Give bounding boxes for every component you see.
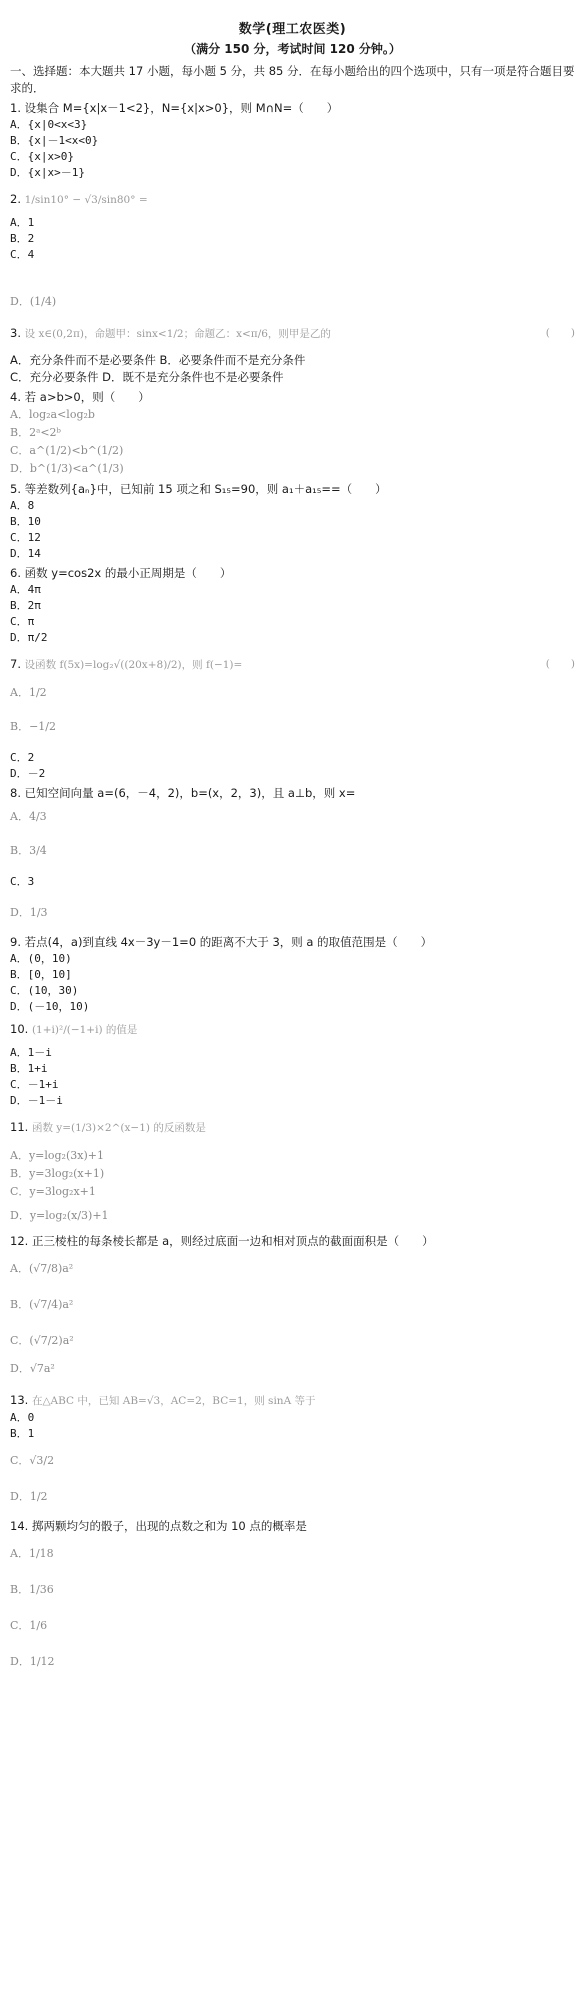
page-title: 数学(理工农医类) xyxy=(238,22,347,37)
question-8 xyxy=(10,785,575,922)
option-d: D．(1/4) xyxy=(10,295,57,308)
option-d: D．b^(1/3)<a^(1/3) xyxy=(10,462,124,475)
question-6 xyxy=(10,565,575,646)
option-b: B．1 xyxy=(10,1427,35,1440)
option-a: A．1－i xyxy=(10,1046,52,1059)
question-number: 7. xyxy=(10,657,21,671)
option-a: A．(0，10) xyxy=(10,952,72,965)
option-c: C．(10，30) xyxy=(10,984,79,997)
option-a: A．0 xyxy=(10,1411,35,1424)
option-b: B．10 xyxy=(10,515,41,528)
option-a: A．1 xyxy=(10,216,35,229)
page-subtitle: （满分 150 分，考试时间 120 分钟。） xyxy=(184,42,401,56)
question-number: 10. xyxy=(10,1022,29,1036)
question-number: 3. xyxy=(10,326,21,340)
option-c: C．12 xyxy=(10,531,41,544)
option-b: B．{x|－1<x<0} xyxy=(10,134,99,147)
option-c: C．1/6 xyxy=(10,1619,48,1632)
question-stem xyxy=(10,325,575,343)
question-formula: 设 x∈(0,2π)，命题甲：sinx<1/2；命题乙：x<π/6，则甲是乙的 xyxy=(24,328,331,340)
answer-paren: ( ) xyxy=(545,658,575,670)
option-d: D．1/12 xyxy=(10,1655,55,1668)
question-9 xyxy=(10,934,575,1015)
answer-paren: ( ) xyxy=(545,327,575,339)
question-stem: 14. 掷两颗均匀的骰子，出现的点数之和为 10 点的概率是 xyxy=(10,1519,307,1533)
option-a: A．8 xyxy=(10,499,35,512)
option-b: B．1/36 xyxy=(10,1583,54,1596)
option-b: B．2ᵃ<2ᵇ xyxy=(10,426,61,439)
option-d: D．14 xyxy=(10,547,41,560)
section-intro: 一、选择题：本大题共 17 小题，每小题 5 分，共 85 分．在每小题给出的四个选项中，只有一项是符合题目要求的． xyxy=(10,64,575,95)
question-stem: 8. 已知空间向量 a=(6，－4，2)，b=(x，2，3)，且 a⊥b，则 x= xyxy=(10,786,356,800)
question-number: 2. xyxy=(10,192,21,206)
question-5 xyxy=(10,481,575,562)
option-d: D．－2 xyxy=(10,767,46,780)
option-d: D．π/2 xyxy=(10,631,48,644)
option-b: B．−1/2 xyxy=(10,720,57,733)
option-b: B．2 xyxy=(10,232,35,245)
question-13 xyxy=(10,1392,575,1506)
question-stem xyxy=(10,1119,575,1137)
question-3 xyxy=(10,325,575,386)
option-b: B．[0，10] xyxy=(10,968,72,981)
option-b: B．(√7/4)a² xyxy=(10,1298,74,1311)
question-4 xyxy=(10,389,575,478)
option-c: C．a^(1/2)<b^(1/2) xyxy=(10,444,124,457)
question-stem xyxy=(10,656,575,674)
option-a: A．1/2 xyxy=(10,686,47,699)
option-c: C．2 xyxy=(10,751,35,764)
question-stem xyxy=(10,191,575,209)
option-a: A．4/3 xyxy=(10,810,47,823)
option-d: D．1/3 xyxy=(10,906,48,919)
option-b: B．3/4 xyxy=(10,844,47,857)
option-d: D．√7a² xyxy=(10,1362,55,1375)
question-stem: 12. 正三棱柱的每条棱长都是 a，则经过底面一边和相对顶点的截面面积是（ ） xyxy=(10,1234,434,1248)
question-stem: 6. 函数 y=cos2x 的最小正周期是（ ） xyxy=(10,566,232,580)
question-formula: (1+i)²/(−1+i) 的值是 xyxy=(31,1024,138,1036)
question-11 xyxy=(10,1119,575,1225)
option-c: C．－1+i xyxy=(10,1078,59,1091)
question-number: 11. xyxy=(10,1120,29,1134)
option-c: C．y=3log₂x+1 xyxy=(10,1185,96,1198)
option-d: D．(－10，10) xyxy=(10,1000,90,1013)
question-formula: 函数 y=(1/3)×2^(x−1) 的反函数是 xyxy=(31,1122,206,1134)
option-b: B．1+i xyxy=(10,1062,48,1075)
question-stem: 4. 若 a>b>0，则（ ） xyxy=(10,390,150,404)
option-d: D．{x|x>－1} xyxy=(10,166,85,179)
option-d: D．1/2 xyxy=(10,1490,48,1503)
option-c: C．√3/2 xyxy=(10,1454,55,1467)
option-a: A．{x|0<x<3} xyxy=(10,118,88,131)
option-a: A．log₂a<log₂b xyxy=(10,408,95,421)
question-10 xyxy=(10,1021,575,1109)
option-a: A．(√7/8)a² xyxy=(10,1262,74,1275)
question-stem: 1. 设集合 M={x|x－1<2}，N={x|x>0}，则 M∩N=（ ） xyxy=(10,101,339,115)
option-d: D．y=log₂(x/3)+1 xyxy=(10,1209,109,1222)
question-stem xyxy=(10,1392,575,1410)
question-formula: 设函数 f(5x)=log₂√((20x+8)/2)，则 f(−1)= xyxy=(24,659,243,671)
question-7 xyxy=(10,656,575,782)
question-number: 13. xyxy=(10,1393,29,1407)
question-stem: 9. 若点(4，a)到直线 4x－3y－1=0 的距离不大于 3，则 a 的取值范围是（ ） xyxy=(10,935,433,949)
option-a: A．y=log₂(3x)+1 xyxy=(10,1149,104,1162)
question-stem: 5. 等差数列{aₙ}中，已知前 15 项之和 S₁₅=90，则 a₁＋a₁₅==（ ） xyxy=(10,482,387,496)
question-2 xyxy=(10,191,575,311)
option-c: C．4 xyxy=(10,248,35,261)
option-c: C．π xyxy=(10,615,35,628)
option-d: D．－1－i xyxy=(10,1094,63,1107)
option-b: B．y=3log₂(x+1) xyxy=(10,1167,105,1180)
question-14 xyxy=(10,1518,575,1671)
question-formula: 在△ABC 中，已知 AB=√3，AC=2，BC=1，则 sinA 等于 xyxy=(31,1395,316,1407)
option-c: C．{x|x>0} xyxy=(10,150,74,163)
option-cd: C．充分必要条件 D．既不是充分条件也不是必要条件 xyxy=(10,370,284,384)
option-c: C．3 xyxy=(10,875,35,888)
option-ab: A．充分条件而不是必要条件 B．必要条件而不是充分条件 xyxy=(10,353,306,367)
option-a: A．1/18 xyxy=(10,1547,54,1560)
question-stem xyxy=(10,1021,575,1039)
question-1 xyxy=(10,100,575,181)
question-12 xyxy=(10,1233,575,1378)
question-formula: 1/sin10° − √3/sin80° = xyxy=(24,194,148,206)
option-a: A．4π xyxy=(10,583,41,596)
option-b: B．2π xyxy=(10,599,41,612)
option-c: C．(√7/2)a² xyxy=(10,1334,74,1347)
